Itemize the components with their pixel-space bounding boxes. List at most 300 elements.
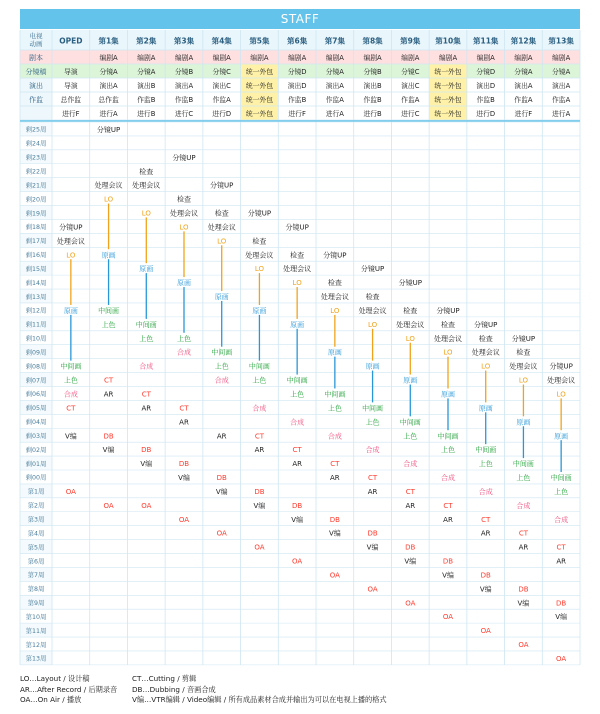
info-cell-text: 编剧A bbox=[552, 54, 571, 62]
schedule-entry: 上色 bbox=[327, 404, 342, 413]
legend-item-vedit: V编…VTR编辑 / Video编辑 / 所有成品素材合成并输出为可以在电视上播的格式 bbox=[132, 695, 387, 704]
schedule-entry: DB bbox=[367, 529, 378, 538]
schedule-entry: OA bbox=[178, 515, 190, 524]
legend-item-ct: CT…Cutting / 剪辑 bbox=[132, 674, 197, 683]
schedule-entry: 中间画 bbox=[286, 376, 308, 385]
info-cell-text: 作监A bbox=[552, 96, 571, 104]
schedule-entry: OA bbox=[254, 543, 265, 552]
schedule-entry: AR bbox=[254, 446, 265, 455]
schedule-entry: V编 bbox=[442, 571, 454, 580]
schedule-entry: 分镜UP bbox=[59, 223, 83, 232]
info-cell-text: 统一外包 bbox=[245, 68, 274, 76]
schedule-entry: 处理会议 bbox=[56, 237, 85, 246]
info-cell-text: 编剧A bbox=[476, 54, 495, 62]
schedule-entry: 合成 bbox=[327, 432, 342, 441]
info-cell-text: 编剧A bbox=[288, 54, 307, 62]
week-label: 第13周 bbox=[25, 655, 47, 663]
schedule-entry: LO bbox=[141, 209, 151, 218]
info-cell-text: 统一外包 bbox=[434, 82, 462, 90]
schedule-entry: 合成 bbox=[365, 446, 380, 455]
schedule-entry: 处理会议 bbox=[320, 293, 349, 302]
schedule-entry: 处理会议 bbox=[283, 265, 312, 274]
week-label: 第11周 bbox=[25, 627, 47, 635]
info-cell-text: 演出A bbox=[174, 82, 194, 90]
info-cell-text: 编剧A bbox=[212, 54, 231, 62]
schedule-entry: V编 bbox=[140, 460, 153, 469]
schedule-entry: V编 bbox=[328, 529, 341, 538]
schedule-entry: 分镜UP bbox=[474, 320, 498, 329]
week-label: 剩13周 bbox=[25, 293, 47, 301]
info-cell-text: 作监A bbox=[401, 96, 420, 104]
info-cell-text: 作监B bbox=[288, 96, 307, 104]
header-corner-label: 电视 bbox=[29, 32, 43, 40]
schedule-entry: DB bbox=[480, 571, 491, 580]
schedule-entry: 上色 bbox=[63, 376, 78, 385]
info-row-label: 分镜稿 bbox=[25, 68, 47, 76]
schedule-entry: 检查 bbox=[403, 306, 418, 315]
schedule-entry: 上色 bbox=[214, 362, 229, 371]
header-episode-label: OPED bbox=[59, 36, 83, 46]
info-cell-text: 演出D bbox=[476, 82, 496, 90]
week-label: 剩23周 bbox=[25, 154, 47, 162]
info-cell-text: 总作监 bbox=[60, 96, 82, 104]
schedule-entry: 原画 bbox=[139, 265, 154, 274]
header-episode-label: 第2集 bbox=[136, 36, 157, 46]
week-label: 剩10周 bbox=[25, 335, 47, 343]
week-label: 第5周 bbox=[27, 544, 45, 552]
schedule-entry: V编 bbox=[64, 432, 77, 441]
schedule-entry: DB bbox=[518, 585, 529, 594]
info-cell-text: 分镜A bbox=[514, 68, 533, 76]
schedule-entry: V编 bbox=[102, 446, 115, 455]
header-episode-label: 第5集 bbox=[249, 36, 270, 46]
schedule-entry: OA bbox=[518, 641, 529, 650]
week-label: 剩12周 bbox=[25, 307, 47, 315]
info-cell-text: 编剧A bbox=[99, 54, 118, 62]
week-label: 剩24周 bbox=[25, 140, 47, 148]
info-cell-text: 分镜D bbox=[287, 68, 307, 76]
info-cell-text: 统一外包 bbox=[434, 68, 462, 76]
header-episode-label: 第12集 bbox=[510, 36, 537, 46]
schedule-entry: CT bbox=[405, 487, 415, 496]
schedule-entry: 合成 bbox=[554, 515, 569, 524]
schedule-entry: 合成 bbox=[177, 348, 191, 357]
info-cell-text: 分镜D bbox=[476, 68, 496, 76]
schedule-entry: V编 bbox=[178, 474, 190, 483]
schedule-entry: 分镜UP bbox=[96, 126, 121, 135]
legend-item-ar: AR…After Record / 后期录音 bbox=[20, 684, 118, 694]
week-label: 剩06周 bbox=[25, 391, 47, 399]
schedule-entry: LO bbox=[405, 334, 415, 343]
week-label: 第9周 bbox=[27, 600, 45, 608]
week-label: 剩19周 bbox=[25, 210, 47, 218]
schedule-entry: LO bbox=[481, 362, 491, 371]
info-cell-text: 编剧A bbox=[137, 54, 156, 62]
schedule-entry: CT bbox=[66, 404, 76, 413]
schedule-entry: CT bbox=[367, 474, 378, 483]
schedule-entry: AR bbox=[103, 390, 114, 399]
info-cell-text: 演出A bbox=[325, 82, 344, 90]
schedule-entry: 上色 bbox=[516, 474, 531, 483]
week-label: 剩25周 bbox=[25, 126, 47, 134]
info-cell-text: 分镜A bbox=[137, 68, 156, 76]
schedule-entry: 上色 bbox=[252, 376, 267, 385]
week-label: 剩18周 bbox=[25, 224, 47, 232]
schedule-entry: 原画 bbox=[478, 404, 493, 413]
week-label: 剩17周 bbox=[25, 238, 47, 246]
schedule-entry: 分镜UP bbox=[549, 362, 573, 371]
schedule-entry: 检查 bbox=[252, 237, 267, 246]
info-cell-text: 编剧A bbox=[363, 54, 382, 62]
schedule-entry: AR bbox=[367, 487, 378, 496]
schedule-entry: AR bbox=[216, 432, 227, 441]
schedule-entry: OA bbox=[480, 627, 491, 636]
schedule-entry: DB bbox=[292, 501, 303, 510]
schedule-entry: LO bbox=[556, 390, 566, 399]
week-label: 第8周 bbox=[27, 586, 45, 594]
info-cell-text: 导演 bbox=[64, 68, 78, 76]
schedule-entry: 上色 bbox=[139, 334, 154, 343]
legend-right-column bbox=[132, 674, 572, 706]
schedule-entry: 分镜UP bbox=[172, 153, 196, 162]
schedule-entry: 处理会议 bbox=[471, 348, 500, 357]
schedule-entry: LO bbox=[217, 237, 227, 246]
schedule-entry: 原画 bbox=[403, 376, 418, 385]
schedule-entry: DB bbox=[556, 599, 567, 608]
info-cell-text: 进行A bbox=[99, 110, 118, 118]
schedule-entry: 合成 bbox=[478, 487, 493, 496]
schedule-entry: V编 bbox=[366, 543, 379, 552]
schedule-entry: 中间画 bbox=[399, 418, 421, 427]
week-label: 第12周 bbox=[25, 641, 47, 649]
week-label: 剩09周 bbox=[25, 349, 47, 357]
week-label: 第3周 bbox=[27, 516, 45, 524]
schedule-entry: 检查 bbox=[139, 167, 154, 176]
week-label: 剩00周 bbox=[25, 474, 47, 482]
schedule-entry: CT bbox=[254, 432, 265, 441]
schedule-entry: 原画 bbox=[441, 390, 455, 399]
schedule-entry: 上色 bbox=[290, 390, 305, 399]
schedule-entry: OA bbox=[141, 501, 152, 510]
schedule-entry: 合成 bbox=[63, 390, 78, 399]
schedule-entry: 合成 bbox=[441, 474, 455, 483]
schedule-entry: 原画 bbox=[365, 362, 380, 371]
week-label: 剩14周 bbox=[25, 279, 47, 287]
schedule-entry: AR bbox=[292, 460, 302, 469]
week-label: 第1周 bbox=[27, 488, 45, 496]
schedule-entry: 检查 bbox=[214, 209, 229, 218]
schedule-entry: 原画 bbox=[327, 348, 342, 357]
schedule-entry: AR bbox=[443, 515, 453, 524]
schedule-entry: 分镜UP bbox=[210, 181, 234, 190]
schedule-entry: 中间画 bbox=[475, 446, 497, 455]
schedule-entry: 上色 bbox=[101, 320, 116, 329]
schedule-entry: CT bbox=[292, 446, 302, 455]
schedule-entry: V编 bbox=[517, 599, 530, 608]
week-label: 剩04周 bbox=[25, 419, 47, 427]
schedule-entry: 上色 bbox=[403, 432, 418, 441]
schedule-entry: 检查 bbox=[516, 348, 531, 357]
schedule-entry: 上色 bbox=[365, 418, 380, 427]
schedule-entry: OA bbox=[292, 557, 303, 566]
schedule-entry: CT bbox=[556, 543, 566, 552]
schedule-entry: LO bbox=[330, 306, 340, 315]
info-cell-text: 进行D bbox=[212, 110, 232, 118]
week-label: 第7周 bbox=[27, 572, 45, 580]
info-cell-text: 统一外包 bbox=[245, 110, 274, 118]
schedule-entry: 处理会议 bbox=[245, 251, 274, 260]
schedule-entry: OA bbox=[329, 571, 340, 580]
schedule-entry: V编 bbox=[215, 487, 228, 496]
week-label: 第4周 bbox=[27, 530, 45, 538]
schedule-entry: 处理会议 bbox=[170, 209, 198, 218]
schedule-entry: OA bbox=[216, 529, 227, 538]
schedule-entry: 分镜UP bbox=[360, 265, 385, 274]
info-cell-text: 进行D bbox=[476, 110, 496, 118]
info-cell-text: 分镜B bbox=[174, 68, 194, 76]
legend-item-oa: OA…On Air / 播放 bbox=[20, 695, 82, 704]
schedule-entry: 分镜UP bbox=[436, 306, 460, 315]
schedule-entry: 处理会议 bbox=[358, 306, 387, 315]
schedule-entry: 中间画 bbox=[512, 460, 534, 469]
schedule-entry: DB bbox=[254, 487, 265, 496]
schedule-entry: 处理会议 bbox=[509, 362, 538, 371]
info-cell-text: 进行F bbox=[514, 110, 533, 118]
info-cell-text: 进行B bbox=[137, 110, 156, 118]
header-episode-label: 第4集 bbox=[211, 36, 232, 46]
info-row-label: 演出 bbox=[29, 82, 43, 90]
schedule-entry: CT bbox=[179, 404, 189, 413]
schedule-entry: V编 bbox=[404, 557, 417, 566]
schedule-entry: 原画 bbox=[516, 418, 531, 427]
info-cell-text: 分镜B bbox=[363, 68, 382, 76]
legend-left-column bbox=[20, 674, 130, 706]
schedule-entry: LO bbox=[179, 223, 189, 232]
schedule-entry: 检查 bbox=[177, 195, 191, 204]
header-episode-label: 第13集 bbox=[548, 36, 574, 46]
schedule-entry: LO bbox=[103, 195, 114, 204]
schedule-entry: DB bbox=[178, 460, 190, 469]
schedule-entry: LO bbox=[518, 376, 529, 385]
schedule-entry: AR bbox=[480, 529, 491, 538]
schedule-entry: CT bbox=[443, 501, 453, 510]
week-label: 剩02周 bbox=[25, 446, 47, 454]
info-cell-text: 总作监 bbox=[98, 96, 119, 104]
schedule-entry: 处理会议 bbox=[94, 181, 123, 190]
schedule-entry: 处理会议 bbox=[132, 181, 161, 190]
schedule-entry: DB bbox=[329, 515, 340, 524]
week-label: 剩21周 bbox=[25, 182, 47, 190]
schedule-entry: DB bbox=[141, 446, 152, 455]
schedule-entry: 分镜UP bbox=[398, 279, 422, 288]
info-cell-text: 编剧A bbox=[438, 54, 458, 62]
schedule-entry: OA bbox=[442, 613, 454, 622]
schedule-entry: OA bbox=[65, 487, 76, 496]
schedule-entry: LO bbox=[254, 265, 265, 274]
header-episode-label: 第3集 bbox=[173, 36, 195, 46]
info-row-label: 作监 bbox=[29, 96, 43, 104]
schedule-entry: LO bbox=[66, 251, 76, 260]
info-cell-text: 演出B bbox=[363, 82, 382, 90]
schedule-entry: 处理会议 bbox=[547, 376, 576, 385]
schedule-entry: CT bbox=[330, 460, 340, 469]
info-cell-text: 演出D bbox=[287, 82, 307, 90]
schedule-entry: OA bbox=[367, 585, 378, 594]
schedule-entry: DB bbox=[405, 543, 416, 552]
info-cell-text: 作监B bbox=[174, 96, 194, 104]
schedule-entry: DB bbox=[216, 474, 227, 483]
info-cell-text: 进行C bbox=[401, 110, 420, 118]
header-episode-label: 第11集 bbox=[472, 36, 499, 46]
info-cell-text: 导演 bbox=[64, 82, 78, 90]
schedule-entry: 中间画 bbox=[135, 320, 157, 329]
schedule-entry: V编 bbox=[479, 585, 492, 594]
info-cell-text: 进行C bbox=[174, 110, 194, 118]
schedule-entry: DB bbox=[103, 432, 114, 441]
schedule-entry: CT bbox=[103, 376, 114, 385]
schedule-entry: 处理会议 bbox=[396, 320, 425, 329]
week-label: 第2周 bbox=[27, 502, 45, 510]
schedule-entry: AR bbox=[518, 543, 529, 552]
info-cell-text: 进行F bbox=[288, 110, 306, 118]
schedule-entry: 分镜UP bbox=[285, 223, 309, 232]
info-row-label: 剧本 bbox=[29, 54, 43, 62]
schedule-entry: V编 bbox=[555, 613, 568, 622]
schedule-entry: 合成 bbox=[290, 418, 305, 427]
legend-item-lo: LO…Layout / 设计稿 bbox=[20, 674, 90, 683]
schedule-entry: 检查 bbox=[478, 334, 493, 343]
header-episode-label: 第8集 bbox=[362, 36, 383, 46]
schedule-entry: 合成 bbox=[139, 362, 154, 371]
info-cell-text: 进行F bbox=[62, 110, 80, 118]
info-cell-text: 分镜A bbox=[325, 68, 344, 76]
schedule-entry: 分镜UP bbox=[247, 209, 272, 218]
schedule-entry: 检查 bbox=[290, 251, 305, 260]
week-label: 剩15周 bbox=[25, 265, 47, 273]
header-episode-label: 第9集 bbox=[400, 36, 421, 46]
schedule-entry: 上色 bbox=[478, 460, 493, 469]
schedule-entry: 中间画 bbox=[60, 362, 82, 371]
schedule-entry: CT bbox=[481, 515, 491, 524]
week-label: 第10周 bbox=[25, 613, 47, 621]
info-row-label-bg bbox=[20, 106, 52, 120]
schedule-entry: CT bbox=[518, 529, 529, 538]
info-cell-bg bbox=[52, 50, 90, 64]
schedule-entry: 原画 bbox=[290, 320, 305, 329]
info-cell-text: 统一外包 bbox=[245, 96, 274, 104]
info-cell-text: 分镜C bbox=[401, 68, 420, 76]
info-cell-text: 编剧A bbox=[325, 54, 344, 62]
schedule-entry: 检查 bbox=[365, 293, 380, 302]
schedule-entry: 中间画 bbox=[437, 432, 459, 441]
schedule-entry: 上色 bbox=[177, 334, 191, 343]
info-cell-text: 编剧A bbox=[401, 54, 420, 62]
schedule-entry: OA bbox=[103, 501, 114, 510]
schedule-entry: 中间画 bbox=[550, 474, 572, 483]
week-label: 剩22周 bbox=[25, 168, 47, 176]
schedule-entry: 原画 bbox=[101, 251, 116, 260]
schedule-entry: DB bbox=[442, 557, 454, 566]
info-cell-text: 作监B bbox=[476, 96, 495, 104]
info-cell-text: 统一外包 bbox=[245, 82, 274, 90]
info-cell-text: 演出A bbox=[514, 82, 533, 90]
week-label: 剩03周 bbox=[25, 432, 47, 440]
schedule-entry: 分镜UP bbox=[323, 251, 347, 260]
schedule-entry: 分镜UP bbox=[511, 334, 536, 343]
info-cell-text: 演出C bbox=[401, 82, 420, 90]
week-label: 剩08周 bbox=[25, 363, 47, 371]
schedule-entry: AR bbox=[556, 557, 566, 566]
header-episode-label: 第6集 bbox=[287, 36, 308, 46]
info-cell-text: 统一外包 bbox=[434, 96, 462, 104]
week-label: 剩11周 bbox=[25, 321, 47, 329]
week-label: 剩20周 bbox=[25, 196, 47, 204]
schedule-entry: 中间画 bbox=[324, 390, 346, 399]
schedule-entry: LO bbox=[292, 279, 302, 288]
header-episode-label: 第1集 bbox=[98, 36, 119, 46]
header-episode-label: 第10集 bbox=[435, 36, 461, 46]
schedule-entry: 原画 bbox=[252, 306, 267, 315]
schedule-entry: AR bbox=[405, 501, 416, 510]
info-cell-text: 分镜C bbox=[212, 68, 231, 76]
schedule-entry: 检查 bbox=[441, 320, 455, 329]
schedule-entry: LO bbox=[443, 348, 453, 357]
schedule-entry: AR bbox=[141, 404, 152, 413]
schedule-entry: AR bbox=[330, 474, 340, 483]
schedule-entry: OA bbox=[556, 654, 567, 663]
info-cell-text: 作监A bbox=[212, 96, 231, 104]
info-cell-text: 编剧A bbox=[514, 54, 533, 62]
info-cell-text: 进行A bbox=[325, 110, 344, 118]
info-cell-text: 作监B bbox=[363, 96, 382, 104]
week-label: 剩01周 bbox=[25, 460, 47, 468]
schedule-entry: 检查 bbox=[327, 279, 342, 288]
week-label: 第6周 bbox=[27, 558, 45, 566]
header-episode-label: 第7集 bbox=[324, 36, 345, 46]
schedule-entry: 合成 bbox=[403, 460, 418, 469]
schedule-entry: 合成 bbox=[214, 376, 229, 385]
schedule-entry: V编 bbox=[291, 515, 304, 524]
header-corner-label: 动画 bbox=[29, 40, 43, 48]
schedule-entry: 上色 bbox=[554, 487, 569, 496]
page-title: STAFF bbox=[20, 9, 580, 29]
schedule-entry: LO bbox=[367, 320, 378, 329]
info-cell-text: 编剧A bbox=[174, 54, 194, 62]
schedule-entry: 上色 bbox=[441, 446, 455, 455]
schedule-entry: 中间画 bbox=[211, 348, 233, 357]
schedule-entry: 合成 bbox=[252, 404, 267, 413]
schedule-entry: V编 bbox=[253, 501, 266, 510]
info-cell-text: 分镜A bbox=[552, 68, 571, 76]
week-label: 剩07周 bbox=[25, 377, 47, 385]
schedule-entry: CT bbox=[141, 390, 151, 399]
schedule-entry: 原画 bbox=[177, 279, 191, 288]
schedule-entry: 原画 bbox=[554, 432, 569, 441]
info-cell-text: 演出C bbox=[212, 82, 231, 90]
info-cell-text: 分镜A bbox=[99, 68, 118, 76]
info-cell-text: 进行A bbox=[552, 110, 571, 118]
info-cell-text: 作监A bbox=[514, 96, 533, 104]
week-label: 剩05周 bbox=[25, 405, 47, 413]
week-label: 剩16周 bbox=[25, 252, 47, 260]
schedule-entry: 中间画 bbox=[362, 404, 384, 413]
info-cell-text: 编剧A bbox=[250, 54, 269, 62]
info-cell-text: 作监B bbox=[137, 96, 156, 104]
info-cell-text: 演出B bbox=[137, 82, 156, 90]
schedule-entry: 中间画 bbox=[248, 362, 270, 371]
info-cell-text: 演出A bbox=[99, 82, 118, 90]
schedule-entry: 中间画 bbox=[98, 306, 120, 315]
